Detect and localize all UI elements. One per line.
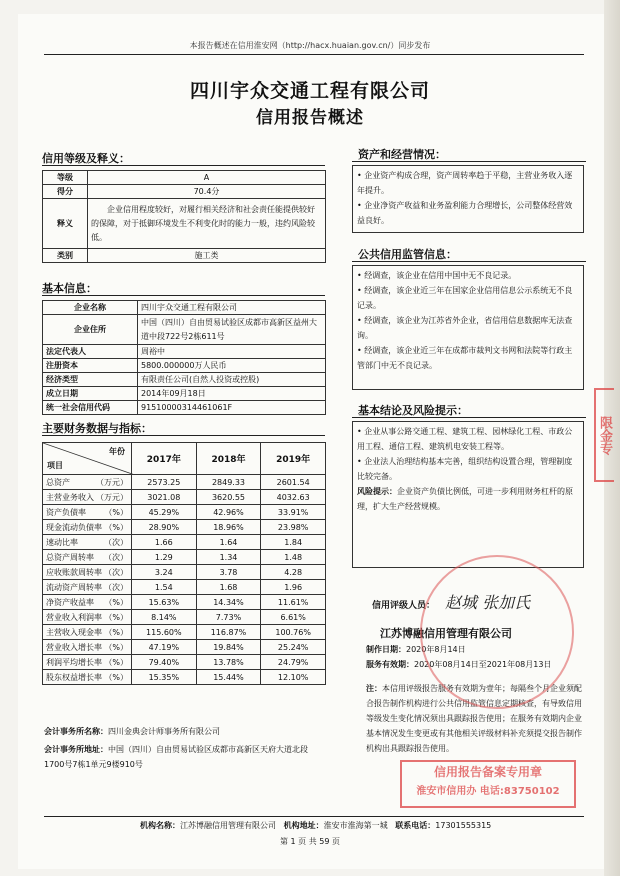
financial-item-unit: （%）	[104, 597, 128, 607]
report-title: 信用报告概述	[256, 108, 364, 128]
public-credit-item: • 经调查，该企业近三年在国家企业信用信息公示系统无不良记录。	[357, 286, 573, 310]
conclusion-item: • 企业法人治理结构基本完善，组织结构设置合理，管理制度比较完备。	[357, 457, 573, 481]
financial-item-name: 营业收入增长率	[46, 642, 102, 652]
accounting-firm-label: 会计事务所名称：	[44, 727, 108, 736]
financial-value-cell: 47.19%	[132, 640, 197, 655]
financial-value-cell: 1.68	[196, 580, 261, 595]
financial-value-cell: 115.60%	[132, 625, 197, 640]
public-credit-heading: 公共信用监管信息：	[358, 248, 457, 261]
financial-row	[43, 535, 326, 550]
financial-row	[43, 625, 326, 640]
financial-value-cell: 28.90%	[132, 520, 197, 535]
conclusion-box	[352, 421, 584, 568]
financial-value-cell: 42.96%	[196, 505, 261, 520]
financial-item-name: 资产负债率	[46, 507, 86, 517]
financial-value-cell: 12.10%	[261, 670, 326, 685]
financial-item-cell	[43, 670, 132, 685]
financial-value-cell: 2849.33	[196, 475, 261, 490]
founded-value: 2014年09月18日	[138, 387, 326, 401]
credit-code-value: 91510000314461061F	[138, 401, 326, 415]
financial-item-name: 现金流动负债率	[46, 522, 102, 532]
public-credit-box	[352, 265, 584, 390]
public-credit-item: • 经调查，该企业在信用中国中无不良记录。	[357, 271, 517, 280]
financial-item-unit: （次）	[104, 582, 128, 592]
financial-row	[43, 670, 326, 685]
page-number: 第 1 页 共 59 页	[280, 837, 340, 846]
risk-tip-label: 风险提示：	[357, 487, 397, 496]
financial-heading: 主要财务数据与指标：	[42, 422, 152, 435]
financial-corner-cell	[43, 443, 132, 475]
corner-year-label: 年份	[109, 447, 125, 456]
assets-ops-item: • 企业净资产收益和业务盈利能力合理增长，公司整体经营效益良好。	[357, 201, 573, 225]
financial-row	[43, 655, 326, 670]
financial-item-name: 利润平均增长率	[46, 657, 102, 667]
financial-row	[43, 475, 326, 490]
financial-item-cell	[43, 475, 132, 490]
category-value: 施工类	[88, 249, 326, 263]
financial-divider	[42, 435, 325, 436]
financial-row	[43, 580, 326, 595]
financial-item-cell	[43, 520, 132, 535]
financial-item-unit: （次）	[104, 552, 128, 562]
financial-value-cell: 1.96	[261, 580, 326, 595]
financial-value-cell: 18.96%	[196, 520, 261, 535]
level-label: 等级	[43, 171, 88, 185]
financial-item-cell	[43, 505, 132, 520]
financial-item-unit: （次）	[104, 537, 128, 547]
financial-value-cell: 7.73%	[196, 610, 261, 625]
financial-value-cell: 15.35%	[132, 670, 197, 685]
financial-item-cell	[43, 640, 132, 655]
financial-row	[43, 520, 326, 535]
financial-value-cell: 116.87%	[196, 625, 261, 640]
financial-row	[43, 565, 326, 580]
staff-signature: 赵城 张加氏	[445, 593, 531, 612]
financial-item-unit: （万元）	[96, 492, 128, 502]
definition-value: 企业信用程度较好，对履行相关经济和社会责任能提供较好的保障，对于抵御环境发生不利变化时的能力一般，违约风险较低。	[88, 199, 326, 249]
assets-ops-divider	[352, 161, 586, 162]
financial-item-cell	[43, 535, 132, 550]
financial-item-name: 股东权益增长率	[46, 672, 102, 682]
footer-info: 机构名称：江苏博融信用管理有限公司 机构地址：淮安市淮海第一城 联系电话：17301555315	[140, 821, 492, 830]
side-seal: 限金专	[594, 388, 614, 482]
year-header: 2017年	[132, 443, 197, 475]
financial-value-cell: 19.84%	[196, 640, 261, 655]
accounting-firm-value: 四川金典会计师事务所有限公司	[108, 727, 220, 736]
financial-value-cell: 3021.08	[132, 490, 197, 505]
assets-ops-item: • 企业资产构成合理，资产周转率趋于平稳，主营业务收入逐年提升。	[357, 171, 573, 195]
credit-level-heading: 信用等级及释义：	[42, 152, 130, 165]
level-value: A	[88, 171, 326, 185]
header-divider	[44, 54, 584, 55]
company-name-label: 企业名称	[43, 301, 138, 315]
financial-value-cell: 11.61%	[261, 595, 326, 610]
basic-info-heading: 基本信息：	[42, 282, 97, 295]
financial-value-cell: 45.29%	[132, 505, 197, 520]
financial-table	[42, 442, 326, 685]
financial-item-cell	[43, 580, 132, 595]
financial-value-cell: 8.14%	[132, 610, 197, 625]
financial-value-cell: 1.29	[132, 550, 197, 565]
credit-level-divider	[42, 165, 325, 166]
filing-stamp-line1: 信用报告备案专用章	[433, 765, 542, 779]
category-label: 类别	[43, 249, 88, 263]
financial-value-cell: 14.34%	[196, 595, 261, 610]
capital-value: 5800.000000万人民币	[138, 359, 326, 373]
financial-item-unit: （%）	[104, 642, 128, 652]
financial-table-body	[43, 475, 326, 685]
financial-value-cell: 1.34	[196, 550, 261, 565]
risk-tip-value: 企业资产负债比例低，可进一步利用财务杠杆的原理，扩大生产经营规模。	[357, 487, 573, 511]
financial-value-cell: 1.84	[261, 535, 326, 550]
rating-staff-label: 信用评级人员：	[372, 601, 436, 611]
year-header: 2018年	[196, 443, 261, 475]
financial-value-cell: 4032.63	[261, 490, 326, 505]
service-note: 注：本信用评级报告服务有效期为壹年；每隔叁个月企业须配合报告制作机构进行公共信用监管信息定期核查，有导致信用等级发生变化情况须出具跟踪报告使用；在服务有效期内企业基本情况发生变更或有其他相关评级材料补充须提交报告制作机构出具跟踪报告使用。	[366, 684, 582, 753]
accounting-address-value: 中国（四川）自由贸易试验区成都市高新区天府大道北段1700号7栋1单元9楼910号	[44, 745, 308, 769]
company-title: 四川宇众交通工程有限公司	[189, 80, 430, 102]
conclusion-item: • 企业从事公路交通工程、建筑工程、园林绿化工程、市政公用工程、通信工程、建筑机电安装工程等。	[357, 427, 573, 451]
econ-type-value: 有限责任公司(自然人投资或控股)	[138, 373, 326, 387]
founded-label: 成立日期	[43, 387, 138, 401]
accounting-address	[44, 742, 326, 772]
financial-value-cell: 33.91%	[261, 505, 326, 520]
financial-item-cell	[43, 565, 132, 580]
financial-value-cell: 3.24	[132, 565, 197, 580]
filing-stamp	[400, 760, 576, 808]
basic-info-table	[42, 300, 326, 415]
financial-value-cell: 3.78	[196, 565, 261, 580]
credit-level-table	[42, 170, 326, 263]
risk-tip	[357, 484, 579, 514]
conclusion-heading: 基本结论及风险提示：	[358, 404, 468, 417]
financial-item-name: 流动资产周转率	[46, 582, 102, 592]
financial-value-cell: 3620.55	[196, 490, 261, 505]
accounting-address-label: 会计事务所地址：	[44, 745, 108, 754]
financial-item-unit: （%）	[104, 657, 128, 667]
financial-row	[43, 610, 326, 625]
address-value: 中国（四川）自由贸易试验区成都市高新区益州大道中段722号2栋611号	[138, 315, 326, 345]
agency-name: 江苏博融信用管理有限公司	[380, 627, 512, 640]
public-credit-item: • 经调查，该企业近三年在成都市裁判文书网和法院等行政主管部门中无不良记录。	[357, 346, 573, 370]
financial-value-cell: 2601.54	[261, 475, 326, 490]
company-name-value: 四川宇众交通工程有限公司	[138, 301, 326, 315]
financial-row	[43, 505, 326, 520]
financial-value-cell: 25.24%	[261, 640, 326, 655]
financial-item-cell	[43, 550, 132, 565]
financial-row	[43, 490, 326, 505]
year-header: 2019年	[261, 443, 326, 475]
header-note: 本报告概述在信用淮安网（http://hacx.huaian.gov.cn/）同步发布	[189, 41, 431, 50]
financial-item-name: 主营收入现金率	[46, 627, 102, 637]
financial-value-cell: 2573.25	[132, 475, 197, 490]
financial-row	[43, 595, 326, 610]
financial-value-cell: 1.48	[261, 550, 326, 565]
assets-ops-heading: 资产和经营情况：	[358, 148, 446, 161]
legal-rep-value: 周裕中	[138, 345, 326, 359]
definition-label: 释义	[43, 199, 88, 249]
financial-item-unit: （%）	[104, 612, 128, 622]
public-credit-divider	[352, 261, 586, 262]
financial-item-cell	[43, 490, 132, 505]
financial-item-unit: （%）	[104, 522, 128, 532]
financial-value-cell: 1.66	[132, 535, 197, 550]
financial-item-name: 营业收入利润率	[46, 612, 102, 622]
financial-item-cell	[43, 655, 132, 670]
conclusion-divider	[352, 417, 586, 418]
financial-value-cell: 24.79%	[261, 655, 326, 670]
financial-value-cell: 1.54	[132, 580, 197, 595]
financial-item-unit: （%）	[104, 627, 128, 637]
assets-ops-box	[352, 165, 584, 233]
made-date: 制作日期：2020年8月14日	[366, 645, 466, 654]
financial-item-name: 总资产	[46, 477, 70, 487]
financial-value-cell: 100.76%	[261, 625, 326, 640]
econ-type-label: 经济类型	[43, 373, 138, 387]
financial-item-unit: （万元）	[96, 477, 128, 487]
corner-item-label: 项目	[47, 461, 63, 470]
score-label: 得分	[43, 185, 88, 199]
financial-item-name: 速动比率	[46, 537, 78, 547]
financial-item-name: 总资产周转率	[46, 552, 94, 562]
financial-value-cell: 23.98%	[261, 520, 326, 535]
credit-code-label: 统一社会信用代码	[43, 401, 138, 415]
financial-item-name: 净资产收益率	[46, 597, 94, 607]
accounting-firm	[44, 726, 220, 737]
valid-period: 服务有效期：2020年08月14日至2021年08月13日	[366, 660, 552, 669]
financial-value-cell: 1.64	[196, 535, 261, 550]
financial-value-cell: 6.61%	[261, 610, 326, 625]
financial-value-cell: 15.63%	[132, 595, 197, 610]
financial-row	[43, 550, 326, 565]
financial-item-unit: （次）	[104, 567, 128, 577]
financial-item-name: 应收账款周转率	[46, 567, 102, 577]
score-value: 70.4分	[88, 185, 326, 199]
basic-info-divider	[42, 295, 325, 296]
financial-item-cell	[43, 610, 132, 625]
financial-item-cell	[43, 625, 132, 640]
financial-item-cell	[43, 595, 132, 610]
financial-item-name: 主营业务收入	[46, 492, 94, 502]
filing-stamp-line2: 淮安市信用办 电话:83750102	[416, 786, 560, 797]
address-label: 企业住所	[43, 315, 138, 345]
legal-rep-label: 法定代表人	[43, 345, 138, 359]
public-credit-item: • 经调查，该企业为江苏省外企业，省信用信息数据库无法查询。	[357, 316, 573, 340]
financial-value-cell: 4.28	[261, 565, 326, 580]
financial-item-unit: （%）	[104, 507, 128, 517]
financial-row	[43, 640, 326, 655]
agency-seal	[420, 555, 574, 709]
financial-value-cell: 79.40%	[132, 655, 197, 670]
financial-value-cell: 15.44%	[196, 670, 261, 685]
financial-item-unit: （%）	[104, 672, 128, 682]
capital-label: 注册资本	[43, 359, 138, 373]
footer-divider	[44, 816, 584, 817]
financial-value-cell: 13.78%	[196, 655, 261, 670]
